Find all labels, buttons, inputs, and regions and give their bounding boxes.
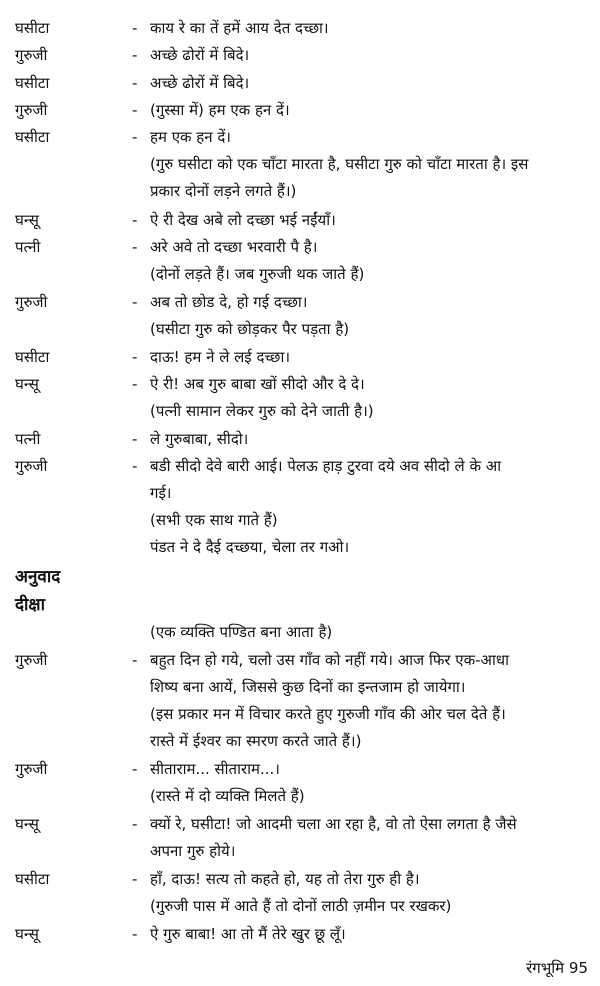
- dash: -: [132, 375, 138, 393]
- speaker-name: घन्सू: [15, 925, 39, 943]
- dash: -: [132, 19, 138, 37]
- dash: -: [132, 760, 138, 778]
- section-heading: अनुवाद: [15, 567, 61, 587]
- speaker-name: गुरुजी: [15, 46, 48, 64]
- dialogue-text: हाँ, दाऊ! सत्य तो कहते हो, यह तो तेरा गुरु ही है।: [150, 870, 420, 888]
- speaker-name: घन्सू: [15, 815, 39, 833]
- speaker-name: घन्सू: [15, 211, 39, 229]
- dash: -: [132, 870, 138, 888]
- stage-direction: (एक व्यक्ति पण्डित बना आता है): [150, 623, 333, 641]
- speaker-name: गुरुजी: [15, 293, 48, 311]
- dialogue-continuation: शिष्य बना आयें, जिससे कुछ दिनों का इन्तजाम हो जायेगा।: [150, 678, 466, 696]
- dialogue-text: अरे अवे तो दच्छा भरवारी पै है।: [150, 238, 318, 256]
- song-line: पंडत ने दे दैई दच्छया, चेला तर गओ।: [150, 538, 350, 556]
- stage-direction: (सभी एक साथ गाते हैं): [150, 511, 278, 529]
- dash: -: [132, 46, 138, 64]
- dialogue-text: सीताराम... सीताराम...।: [150, 760, 280, 778]
- dash: -: [132, 211, 138, 229]
- speaker-name: पत्नी: [15, 430, 41, 448]
- dash: -: [132, 128, 138, 146]
- dash: -: [132, 457, 138, 475]
- speaker-name: गुरुजी: [15, 101, 48, 119]
- dialogue-text: बहुत दिन हो गये, चलो उस गाँव को नहीं गये। आज फिर एक-आधा: [150, 651, 509, 669]
- section-subheading: दीक्षा: [15, 595, 46, 615]
- speaker-name: घसीटा: [15, 348, 50, 366]
- dash: -: [132, 101, 138, 119]
- dialogue-text: ऐ री देख अबे लो दच्छा भई नईंयाँ।: [150, 211, 336, 229]
- speaker-name: गुरुजी: [15, 457, 48, 475]
- dash: -: [132, 74, 138, 92]
- stage-direction: (गुरुजी पास में आते हैं तो दोनों लाठी ज़मीन पर रखकर): [150, 897, 452, 915]
- dash: -: [132, 815, 138, 833]
- speaker-name: घन्सू: [15, 375, 39, 393]
- stage-direction: (रास्ते में दो व्यक्ति मिलते हैं): [150, 787, 305, 805]
- stage-direction: (दोनों लड़ते हैं। जब गुरुजी थक जाते हैं): [150, 265, 365, 283]
- page-footer: रंगभूमि 95: [526, 959, 588, 977]
- stage-direction: (गुरु घसीटा को एक चाँटा मारता है, घसीटा गुरु को चाँटा मारता है। इस: [150, 155, 529, 173]
- dash: -: [132, 238, 138, 256]
- dash: -: [132, 348, 138, 366]
- dialogue-text: दाऊ! हम ने ले लई दच्छा।: [150, 348, 291, 366]
- stage-direction: (पत्नी सामान लेकर गुरु को देने जाती है।): [150, 402, 374, 420]
- dialogue-text: ले गुरुबाबा, सीदो।: [150, 430, 249, 448]
- dash: -: [132, 651, 138, 669]
- stage-direction: (घसीटा गुरु को छोड़कर पैर पड़ता है): [150, 320, 350, 338]
- dash: -: [132, 430, 138, 448]
- speaker-name: घसीटा: [15, 870, 50, 888]
- dialogue-text: बडी सीदो देवे बारी आई। पेलऊ हाड़ टुरवा दये अव सीदो ले के आ: [150, 457, 502, 475]
- dialogue-continuation: अपना गुरु होये।: [150, 842, 236, 860]
- speaker-name: गुरुजी: [15, 760, 48, 778]
- dialogue-text: हम एक हन दें।: [150, 128, 231, 146]
- dialogue-continuation: गई।: [150, 484, 172, 502]
- dialogue-text: (गुस्सा में) हम एक हन दें।: [150, 101, 290, 119]
- speaker-name: घसीटा: [15, 74, 50, 92]
- dialogue-text: क्यों रे, घसीटा! जो आदमी चला आ रहा है, वो तो ऐसा लगता है जैसे: [150, 815, 517, 833]
- speaker-name: पत्नी: [15, 238, 41, 256]
- dash: -: [132, 293, 138, 311]
- stage-direction: रास्ते में ईश्वर का स्मरण करते जाते हैं।): [150, 732, 362, 750]
- speaker-name: घसीटा: [15, 19, 50, 37]
- stage-direction: (इस प्रकार मन में विचार करते हुए गुरुजी गाँव की ओर चल देते हैं।: [150, 705, 506, 723]
- dialogue-text: अच्छे ढोरों में बिदे।: [150, 46, 250, 64]
- dialogue-text: अच्छे ढोरों में बिदे।: [150, 74, 250, 92]
- dialogue-text: ऐ री! अब गुरु बाबा खों सीदो और दे दे।: [150, 375, 365, 393]
- dash: -: [132, 925, 138, 943]
- dialogue-text: काय रे का तें हमें आय देत दच्छा।: [150, 19, 329, 37]
- stage-direction: प्रकार दोनों लड़ने लगते हैं।): [150, 182, 297, 200]
- speaker-name: घसीटा: [15, 128, 50, 146]
- dialogue-text: ऐ गुरु बाबा! आ तो मैं तेरे खुर छू लूँ।: [150, 925, 346, 943]
- dialogue-text: अब तो छोड दे, हो गई दच्छा।: [150, 293, 308, 311]
- speaker-name: गुरुजी: [15, 651, 48, 669]
